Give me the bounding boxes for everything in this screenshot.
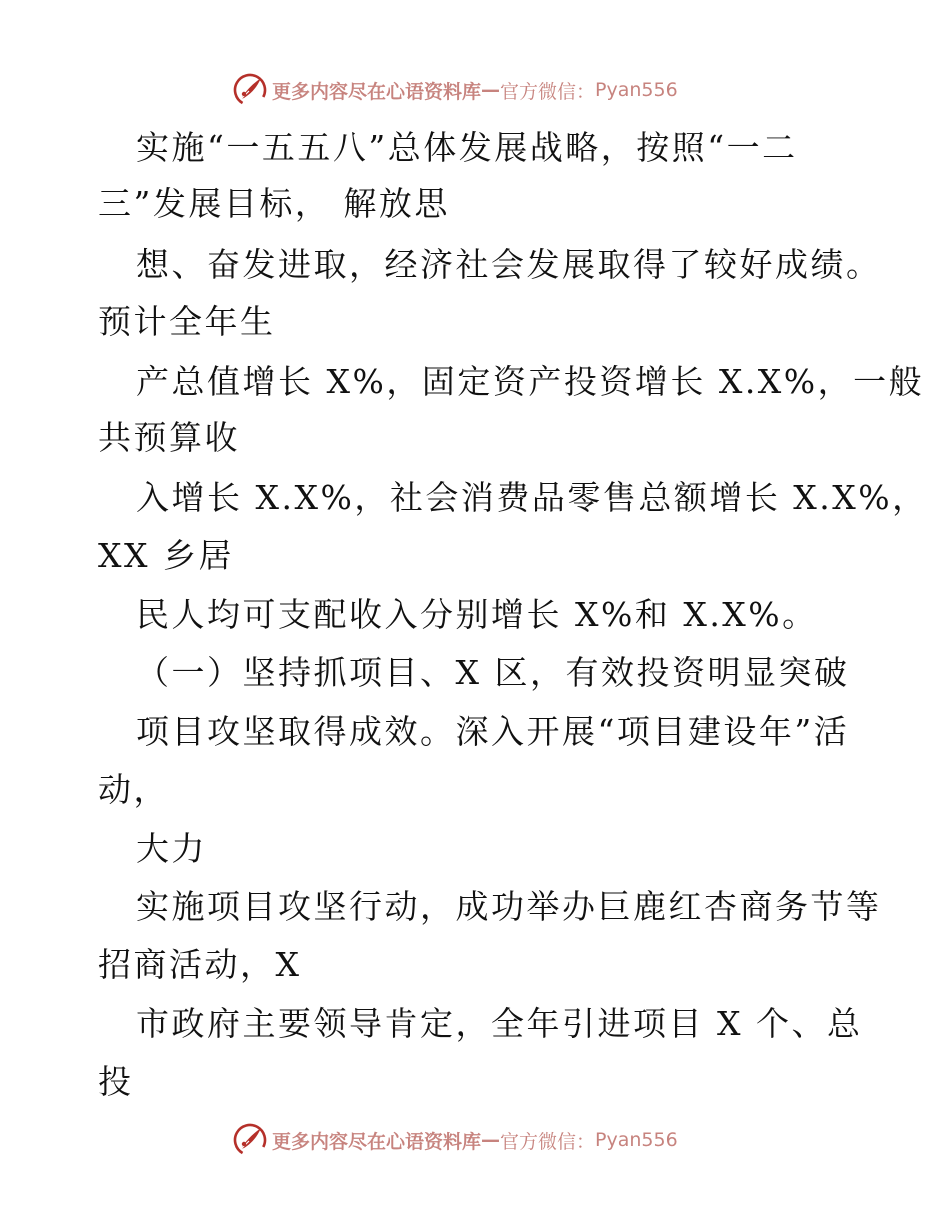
banner-title: 更多内容尽在心语资料库 xyxy=(272,80,482,103)
text-line: 共预算收 xyxy=(98,418,240,457)
banner-wechat-label: 官方微信： xyxy=(500,80,596,103)
text-line: 三”发展目标， 解放思 xyxy=(98,184,450,223)
banner-wechat-id: Pyan556 xyxy=(595,79,678,101)
text-line: 产总值增长 X%，固定资产投资增长 X.X%，一般 xyxy=(136,362,925,401)
text-line: 动， xyxy=(98,770,169,809)
banner-content xyxy=(232,70,678,110)
text-line: 预计全年生 xyxy=(98,302,276,341)
banner-wechat-label: 官方微信： xyxy=(500,1130,596,1153)
quill-logo-icon xyxy=(232,72,268,108)
text-line: 市政府主要领导肯定，全年引进项目 X 个、总 xyxy=(136,1004,863,1043)
section-heading: （一）坚持抓项目、X 区，有效投资明显突破 xyxy=(136,653,850,692)
banner-separator: — xyxy=(481,79,501,101)
banner-title: 更多内容尽在心语资料库 xyxy=(272,1130,482,1153)
banner-separator: — xyxy=(481,1129,501,1151)
text-line: 投 xyxy=(98,1062,134,1101)
text-line: XX 乡居 xyxy=(98,536,234,575)
footer-banner xyxy=(0,1120,950,1160)
text-line: 实施“一五五八”总体发展战略，按照“一二 xyxy=(136,128,798,167)
text-line: 想、奋发进取，经济社会发展取得了较好成绩。 xyxy=(136,245,882,284)
text-line: 项目攻坚取得成效。深入开展“项目建设年”活 xyxy=(136,712,850,751)
text-line: 入增长 X.X%，社会消费品零售总额增长 X.X%， xyxy=(136,478,928,517)
quill-logo-icon xyxy=(232,1122,268,1158)
text-line: 招商活动，X xyxy=(98,945,302,984)
banner-content xyxy=(232,1120,678,1160)
banner-wechat-id: Pyan556 xyxy=(595,1129,678,1151)
text-line: 民人均可支配收入分别增长 X%和 X.X%。 xyxy=(136,595,818,634)
header-banner xyxy=(0,70,950,110)
text-line: 大力 xyxy=(136,829,207,868)
text-line: 实施项目攻坚行动，成功举办巨鹿红杏商务节等 xyxy=(136,887,882,926)
